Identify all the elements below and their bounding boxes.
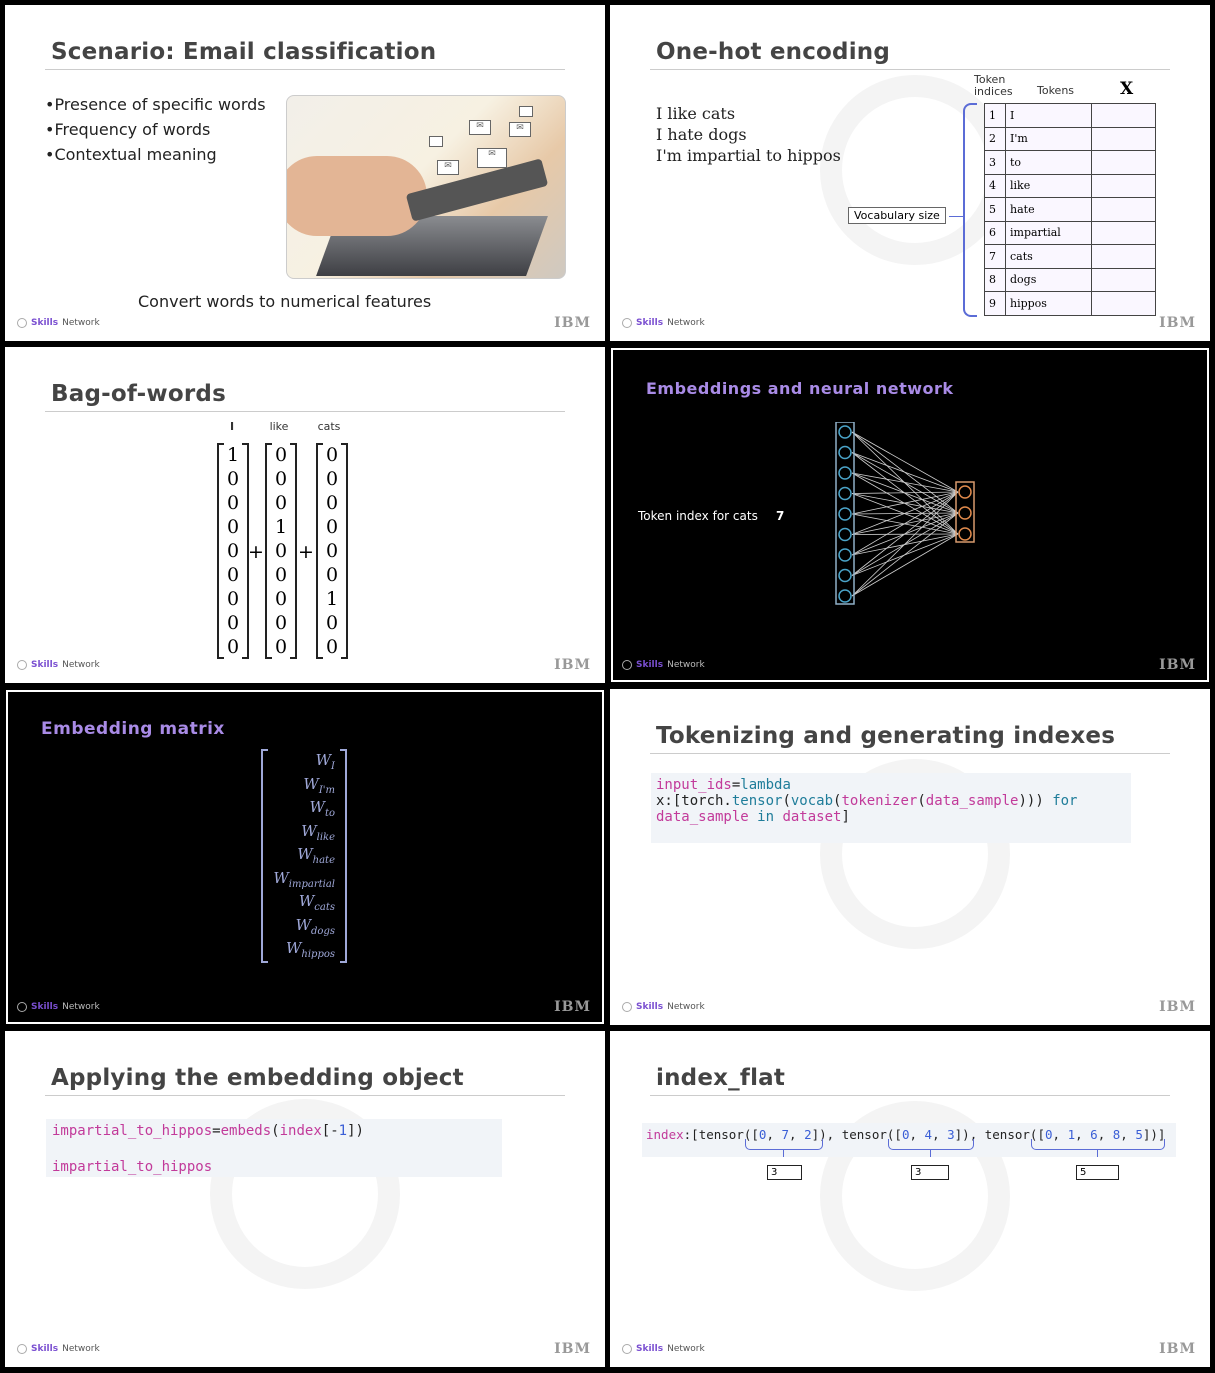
length-box: 5 — [1076, 1165, 1119, 1180]
brand-rest: Network — [667, 318, 705, 328]
vector-entry: 1 — [226, 444, 240, 466]
slide-embeddings-neural-network — [610, 347, 1210, 683]
token-index-cell: 8 — [985, 268, 1006, 292]
input-neuron — [839, 549, 851, 561]
skills-network-logo — [622, 318, 705, 328]
token-index-cell: 9 — [985, 292, 1006, 316]
brace-tick — [783, 1149, 784, 1157]
brace-tick — [1097, 1149, 1098, 1157]
vector-entry: 0 — [226, 540, 240, 562]
vector-entry: 0 — [226, 516, 240, 538]
skills-network-logo — [622, 1344, 705, 1354]
envelope-icon — [429, 136, 443, 147]
envelope-icon: ✉ — [469, 120, 491, 135]
brand-bold: Skills — [636, 1344, 664, 1354]
connection-line — [852, 453, 958, 493]
connection-line — [852, 492, 958, 514]
vector-i — [221, 443, 245, 659]
token-index-cell: 5 — [985, 198, 1006, 222]
sentence: I'm impartial to hippos — [656, 146, 841, 165]
connection-line — [852, 492, 958, 596]
brace-tick — [930, 1149, 931, 1157]
onehot-cell — [1092, 174, 1156, 198]
skills-network-icon — [622, 1344, 632, 1354]
vocab-row — [985, 221, 1156, 245]
embedding-row-word: dogs — [311, 925, 335, 937]
skills-network-logo — [17, 660, 100, 670]
token-cell: cats — [1006, 245, 1092, 269]
vocab-connector — [949, 216, 965, 217]
brand-rest: Network — [62, 1344, 100, 1354]
embedding-row: $W_{dogs}$ — [295, 915, 335, 937]
vocab-row — [985, 104, 1156, 128]
vector-entry: 1 — [274, 516, 288, 538]
skills-network-logo — [17, 1344, 100, 1354]
header-x: X — [1120, 79, 1134, 99]
token-index-cell: 6 — [985, 221, 1006, 245]
ibm-logo: IBM — [1159, 315, 1196, 331]
brand-rest: Network — [667, 1344, 705, 1354]
skills-network-icon — [17, 660, 27, 670]
embedding-row: $W_{hippos}$ — [285, 939, 335, 960]
vector-entry: 0 — [226, 564, 240, 586]
brand-bold: Skills — [31, 660, 59, 670]
onehot-cell — [1092, 151, 1156, 175]
input-neuron — [839, 529, 851, 541]
slide-title: Applying the embedding object — [51, 1065, 464, 1091]
ibm-logo: IBM — [554, 1341, 591, 1357]
slide-title: index_flat — [656, 1065, 786, 1091]
vector-entry: 0 — [325, 516, 339, 538]
token-cell: I'm — [1006, 127, 1092, 151]
token-index-cell: 3 — [985, 151, 1006, 175]
onehot-cell — [1092, 104, 1156, 128]
length-box: 3 — [767, 1165, 802, 1180]
vocab-row — [985, 245, 1156, 269]
token-cell: like — [1006, 174, 1092, 198]
bullet-list — [45, 95, 266, 170]
ibm-logo: IBM — [1159, 1341, 1196, 1357]
embedding-row-word: cats — [314, 902, 335, 913]
vocab-row — [985, 127, 1156, 151]
input-neuron — [839, 590, 851, 602]
token-cell: impartial — [1006, 221, 1092, 245]
tensor-brace — [888, 1139, 974, 1150]
onehot-cell — [1092, 292, 1156, 316]
input-neuron — [839, 488, 851, 500]
vector-entry: 0 — [325, 468, 339, 490]
skills-network-logo — [622, 1002, 705, 1012]
vector-entry: 1 — [325, 588, 339, 610]
embedding-row-word: I — [331, 761, 335, 772]
vector-entry: 0 — [274, 492, 288, 514]
brand-rest: Network — [667, 1002, 705, 1012]
slide-bag-of-words — [5, 347, 605, 683]
vocab-row — [985, 151, 1156, 175]
sentence: I hate dogs — [656, 125, 747, 144]
embedding-row-word: hippos — [301, 949, 335, 960]
embedding-row: $W_{I'm}$ — [303, 774, 335, 796]
sentence: I like cats — [656, 104, 736, 123]
embedding-row-word: to — [324, 808, 335, 819]
title-rule — [45, 411, 565, 412]
plus-sign: + — [298, 541, 314, 563]
vocab-size-label: Vocabulary size — [848, 207, 946, 224]
embedding-row-word: hate — [312, 855, 335, 866]
vector-label: I — [229, 420, 235, 433]
ibm-logo: IBM — [1159, 999, 1196, 1015]
embedding-row: $W_{impartial}$ — [273, 868, 335, 890]
vector-entry: 0 — [226, 468, 240, 490]
brand-rest: Network — [667, 660, 705, 670]
skills-network-logo — [17, 1002, 100, 1012]
brand-rest: Network — [62, 318, 100, 328]
brand-rest: Network — [62, 660, 100, 670]
slide-email-classification — [5, 5, 605, 341]
input-neuron — [839, 426, 851, 438]
onehot-cell — [1092, 221, 1156, 245]
onehot-cell — [1092, 198, 1156, 222]
title-rule — [45, 1095, 565, 1096]
ibm-logo: IBM — [554, 315, 591, 331]
vector-entry: 0 — [226, 612, 240, 634]
output-neuron — [959, 486, 971, 498]
vector-entry: 0 — [274, 612, 288, 634]
embedding-row-word: like — [316, 831, 335, 843]
vector-entry: 0 — [274, 540, 288, 562]
email-photo — [286, 95, 566, 279]
token-index-cell: 1 — [985, 104, 1006, 128]
input-neuron — [839, 508, 851, 520]
token-index-label: Token index for cats — [638, 509, 758, 523]
slide-title: Scenario: Email classification — [51, 39, 437, 65]
bullet-item: • Contextual meaning — [45, 145, 266, 164]
input-neuron — [839, 447, 851, 459]
ibm-logo: IBM — [1159, 657, 1196, 673]
header-tokens: Tokens — [1037, 84, 1075, 97]
sentence-list — [656, 103, 841, 166]
skills-network-icon — [17, 318, 27, 328]
skills-network-logo — [17, 318, 100, 328]
vector-entry: 0 — [325, 540, 339, 562]
title-rule — [650, 69, 1170, 70]
vector-entry: 0 — [325, 636, 339, 658]
brand-bold: Skills — [636, 1002, 664, 1012]
vector-entry: 0 — [274, 564, 288, 586]
brand-bold: Skills — [31, 1344, 59, 1354]
brand-bold: Skills — [31, 1002, 59, 1012]
vector-entry: 0 — [226, 588, 240, 610]
vector-entry: 0 — [274, 468, 288, 490]
vocab-row — [985, 174, 1156, 198]
envelope-icon — [519, 106, 533, 117]
tensor-brace — [1031, 1139, 1165, 1150]
embedding-matrix — [261, 749, 347, 963]
token-cell: hate — [1006, 198, 1092, 222]
connection-line — [852, 513, 958, 596]
code-block: index:[tensor([0, 7, 2]), tensor([0, 4, 3]), tensor([0, 1, 6, 8, 5])] — [642, 1123, 1176, 1157]
connection-line — [852, 492, 958, 555]
watermark-logo — [820, 75, 1010, 265]
title-rule — [45, 69, 565, 70]
token-cell: to — [1006, 151, 1092, 175]
onehot-cell — [1092, 268, 1156, 292]
token-index-cell: 7 — [985, 245, 1006, 269]
ibm-logo: IBM — [554, 657, 591, 673]
ibm-logo: IBM — [554, 999, 591, 1015]
brand-bold: Skills — [31, 318, 59, 328]
vocab-row — [985, 292, 1156, 316]
vector-entry: 0 — [226, 636, 240, 658]
slide-embedding-matrix — [5, 689, 605, 1025]
connection-line — [852, 534, 958, 596]
input-neuron — [839, 467, 851, 479]
vocab-table — [984, 103, 1156, 316]
vector-entry: 0 — [226, 492, 240, 514]
brand-bold: Skills — [636, 318, 664, 328]
slide-applying-embedding — [5, 1031, 605, 1367]
header-token-indices: Token indices — [974, 73, 1013, 98]
plus-sign: + — [248, 541, 264, 563]
embedding-row: $W_{like}$ — [301, 821, 335, 843]
vector-entry: 0 — [274, 444, 288, 466]
token-index-cell: 4 — [985, 174, 1006, 198]
vocab-brace — [963, 103, 977, 317]
embedding-row: $W_{hate}$ — [297, 845, 335, 866]
envelope-icon: ✉ — [509, 122, 531, 137]
vector-entry: 0 — [274, 588, 288, 610]
embedding-row: $W_I$ — [315, 751, 335, 772]
embedding-row-word: impartial — [288, 878, 335, 890]
token-cell: I — [1006, 104, 1092, 128]
embedding-row-word: I'm — [318, 784, 335, 796]
brand-bold: Skills — [636, 660, 664, 670]
vector-like — [269, 443, 293, 659]
vocab-row — [985, 268, 1156, 292]
token-cell: hippos — [1006, 292, 1092, 316]
vector-cats — [320, 443, 344, 659]
brand-rest: Network — [62, 1002, 100, 1012]
bullet-item: • Frequency of words — [45, 120, 266, 139]
title-rule — [650, 1095, 1170, 1096]
slide-title: Tokenizing and generating indexes — [656, 723, 1116, 749]
neural-network-diagram — [835, 422, 985, 612]
vector-entry: 0 — [274, 636, 288, 658]
envelope-icon: ✉ — [437, 160, 459, 175]
code-block: impartial_to_hippos=embeds(index[-1]) impartial_to_hippos — [46, 1119, 502, 1177]
skills-network-icon — [622, 318, 632, 328]
skills-network-icon — [622, 1002, 632, 1012]
token-index-cell: 2 — [985, 127, 1006, 151]
vocab-row — [985, 198, 1156, 222]
slide-caption: Convert words to numerical features — [138, 292, 432, 311]
slide-tokenizing — [610, 689, 1210, 1025]
vector-label: cats — [317, 420, 341, 433]
skills-network-icon — [17, 1344, 27, 1354]
vector-label: like — [269, 420, 289, 433]
skills-network-logo — [622, 660, 705, 670]
slide-title: Embeddings and neural network — [646, 379, 954, 398]
output-neuron — [959, 528, 971, 540]
vector-entry: 0 — [325, 444, 339, 466]
onehot-cell — [1092, 127, 1156, 151]
skills-network-icon — [622, 660, 632, 670]
bullet-item: • Presence of specific words — [45, 95, 266, 114]
vector-entry: 0 — [325, 492, 339, 514]
title-rule — [650, 753, 1170, 754]
slide-one-hot — [610, 5, 1210, 341]
embedding-row: $W_{cats}$ — [298, 892, 335, 913]
output-neuron — [959, 507, 971, 519]
vector-entry: 0 — [325, 564, 339, 586]
vector-entry: 0 — [325, 612, 339, 634]
slide-index-flat — [610, 1031, 1210, 1367]
onehot-cell — [1092, 245, 1156, 269]
embedding-row: $W_{to}$ — [309, 798, 335, 819]
token-cell: dogs — [1006, 268, 1092, 292]
token-index-value: 7 — [776, 509, 785, 523]
code-block: input_ids=lambda x:[torch.tensor(vocab(tokenizer(data_sample))) for data_sample in dataset] — [651, 773, 1131, 843]
length-box: 3 — [911, 1165, 949, 1180]
skills-network-icon — [17, 1002, 27, 1012]
tensor-brace — [745, 1139, 823, 1150]
slide-title: One-hot encoding — [656, 39, 891, 65]
slide-title: Bag-of-words — [51, 381, 226, 407]
input-neuron — [839, 570, 851, 582]
envelope-icon: ✉ — [477, 148, 507, 168]
slide-title: Embedding matrix — [41, 719, 225, 739]
